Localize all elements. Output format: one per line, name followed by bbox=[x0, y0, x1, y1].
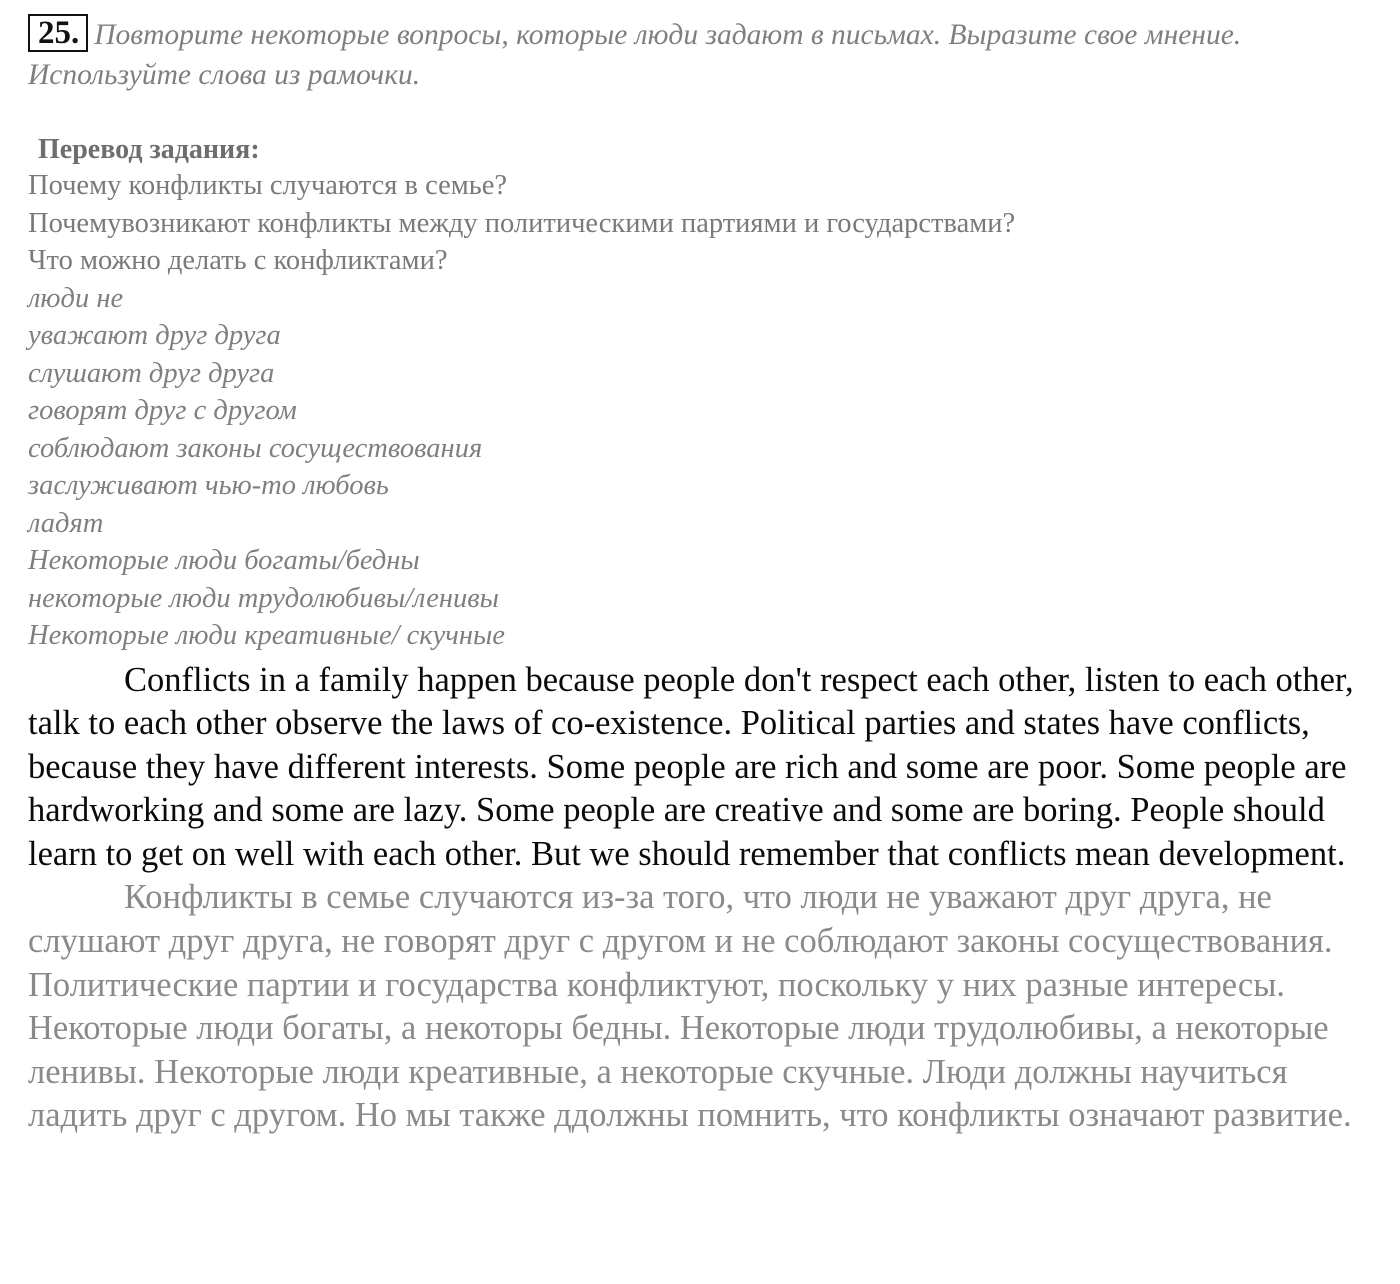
answer-english-paragraph: Conflicts in a family happen because people don't respect each other, listen to each other, talk to each other observe the laws of co-existence. Political parties and states have conflicts, because they have different interests. Some people are rich and some are poor. Some people are hardworking and some are lazy. Some people are creative and some are boring. People should learn to get on well with each other. But we should remember that conflicts mean development. bbox=[28, 660, 1354, 873]
translation-heading: Перевод задания: bbox=[38, 134, 260, 165]
question-line: Почемувозникают конфликты между политическими партиями и государствами? bbox=[28, 207, 1016, 239]
box-word-line: слушают друг друга bbox=[28, 357, 275, 389]
box-word-line: соблюдают законы сосуществования bbox=[28, 432, 483, 464]
question-line: Почему конфликты случаются в семье? bbox=[28, 170, 508, 201]
answer-russian-paragraph: Конфликты в семье случаются из-за того, что люди не уважают друг друга, не слушают друг друга, не говорят друг с другом и не соблюдают законы сосуществования. Политические партии и государства конфликтуют, поскольку у них разные интересы. Некоторые люди богаты, а некоторы бедны. Некоторые люди трудолюбивы, а некоторые ленивы. Некоторые люди креативные, а некоторые скучные. Люди должны научиться ладить друг с другом. Но мы также ддолжны помнить, что конфликты означают развитие. bbox=[28, 878, 1352, 1135]
box-word-line: ладят bbox=[28, 507, 104, 539]
box-word-line: заслуживают чью-то любовь bbox=[28, 470, 389, 501]
task-number-box: 25. bbox=[28, 14, 88, 52]
translation-questions bbox=[28, 167, 1373, 280]
box-word-line: говорят друг с другом bbox=[28, 395, 297, 426]
task-instruction: Повторите некоторые вопросы, которые люди задают в письмах. Выразите свое мнение. Используйте слова из рамочки. bbox=[28, 19, 1242, 91]
box-words-list bbox=[28, 280, 1373, 655]
exercise-page bbox=[28, 14, 1373, 1138]
box-word-line: Некоторые люди креативные/ скучные bbox=[28, 620, 505, 651]
box-word-line: некоторые люди трудолюбивы/ленивы bbox=[28, 582, 499, 614]
task-header bbox=[28, 14, 1373, 95]
box-word-line: люди не bbox=[28, 282, 124, 314]
box-word-line: Некоторые люди богаты/бедны bbox=[28, 545, 420, 576]
box-word-line: уважают друг друга bbox=[28, 320, 281, 351]
question-line: Что можно делать с конфликтами? bbox=[28, 245, 448, 276]
